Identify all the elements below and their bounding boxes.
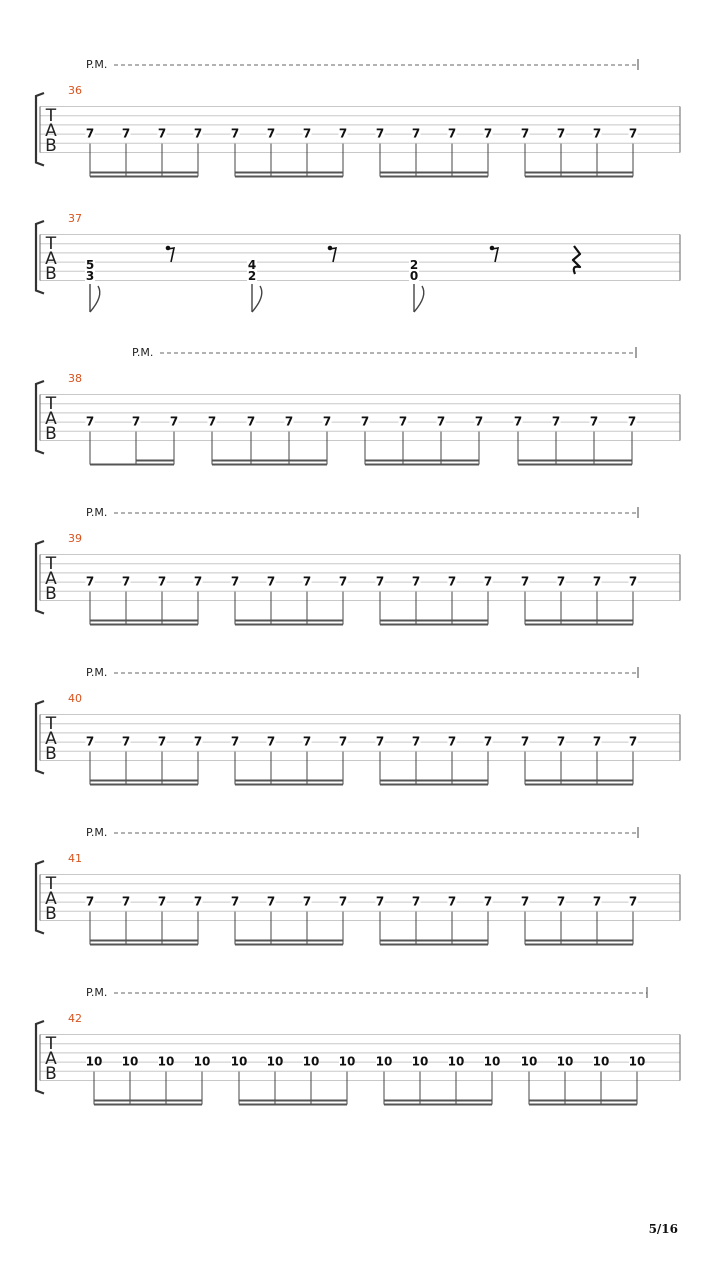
fret-number: 7 — [447, 894, 457, 909]
fret-number: 7 — [157, 126, 167, 141]
fret-number: 10 — [266, 1054, 284, 1069]
tab-letter-b: B — [45, 136, 57, 156]
fret-number: 2 — [409, 258, 419, 272]
palm-mute-label: P.M. — [86, 666, 108, 679]
fret-number: 7 — [121, 734, 131, 749]
tab-letter-a: A — [45, 569, 57, 589]
fret-number: 7 — [375, 574, 385, 589]
fret-number: 7 — [230, 126, 240, 141]
fret-number: 7 — [193, 126, 203, 141]
fret-number: 7 — [266, 574, 276, 589]
fret-number: 7 — [520, 734, 530, 749]
tab-system-42 — [36, 986, 680, 1105]
fret-number: 7 — [121, 126, 131, 141]
tab-letter-a: A — [45, 1049, 57, 1069]
fret-number: 7 — [513, 414, 523, 429]
tab-letter-t: T — [45, 714, 57, 734]
fret-number: 0 — [409, 269, 419, 283]
fret-number: 7 — [483, 894, 493, 909]
fret-number: 7 — [302, 894, 312, 909]
tab-system-37 — [36, 212, 680, 312]
fret-number: 7 — [230, 894, 240, 909]
fret-number: 10 — [483, 1054, 501, 1069]
palm-mute-label: P.M. — [86, 826, 108, 839]
fret-number: 10 — [411, 1054, 429, 1069]
tab-system-38 — [36, 346, 680, 465]
fret-number: 10 — [157, 1054, 175, 1069]
fret-number: 7 — [556, 734, 566, 749]
palm-mute-label: P.M. — [86, 58, 108, 71]
fret-number: 7 — [483, 574, 493, 589]
tab-letter-b: B — [45, 1064, 57, 1084]
tab-system-40 — [36, 666, 680, 785]
fret-number: 7 — [592, 894, 602, 909]
fret-number: 7 — [266, 734, 276, 749]
palm-mute-label: P.M. — [86, 506, 108, 519]
tab-letter-t: T — [45, 1034, 57, 1054]
fret-number: 7 — [85, 126, 95, 141]
note-flag — [90, 286, 100, 312]
tab-letter-a: A — [45, 249, 57, 269]
tab-letter-a: A — [45, 121, 57, 141]
measure-number: 36 — [68, 84, 82, 97]
fret-number: 7 — [411, 734, 421, 749]
fret-number: 7 — [628, 574, 638, 589]
fret-number: 7 — [411, 126, 421, 141]
fret-number: 7 — [483, 126, 493, 141]
measure-number: 42 — [68, 1012, 82, 1025]
fret-number: 2 — [247, 269, 257, 283]
fret-number: 10 — [447, 1054, 465, 1069]
fret-number: 7 — [302, 126, 312, 141]
fret-number: 7 — [230, 574, 240, 589]
tab-letter-b: B — [45, 424, 57, 444]
fret-number: 7 — [157, 574, 167, 589]
fret-number: 7 — [207, 414, 217, 429]
tab-letter-t: T — [45, 106, 57, 126]
tab-letter-a: A — [45, 409, 57, 429]
fret-number: 5 — [85, 258, 95, 272]
fret-number: 10 — [628, 1054, 646, 1069]
fret-number: 7 — [556, 126, 566, 141]
fret-number: 7 — [246, 414, 256, 429]
tab-letter-t: T — [45, 554, 57, 574]
fret-number: 7 — [483, 734, 493, 749]
fret-number: 7 — [628, 894, 638, 909]
fret-number: 10 — [375, 1054, 393, 1069]
tab-letter-b: B — [45, 584, 57, 604]
fret-number: 7 — [398, 414, 408, 429]
fret-number: 7 — [447, 126, 457, 141]
fret-number: 7 — [556, 574, 566, 589]
fret-number: 7 — [520, 126, 530, 141]
fret-number: 7 — [411, 574, 421, 589]
fret-number: 7 — [520, 574, 530, 589]
fret-number: 10 — [121, 1054, 139, 1069]
fret-number: 7 — [474, 414, 484, 429]
fret-number: 7 — [302, 734, 312, 749]
measure-number: 41 — [68, 852, 82, 865]
fret-number: 7 — [284, 414, 294, 429]
fret-number: 7 — [157, 734, 167, 749]
fret-number: 7 — [266, 894, 276, 909]
fret-number: 7 — [121, 894, 131, 909]
fret-number: 7 — [628, 126, 638, 141]
quarter-rest — [573, 246, 580, 274]
fret-number: 7 — [436, 414, 446, 429]
fret-number: 7 — [169, 414, 179, 429]
fret-number: 7 — [375, 126, 385, 141]
fret-number: 7 — [193, 734, 203, 749]
fret-number: 7 — [551, 414, 561, 429]
page-number: 5/16 — [648, 1222, 678, 1236]
fret-number: 10 — [592, 1054, 610, 1069]
fret-number: 3 — [85, 269, 95, 283]
fret-number: 7 — [627, 414, 637, 429]
fret-number: 10 — [556, 1054, 574, 1069]
fret-number: 7 — [447, 734, 457, 749]
fret-number: 10 — [193, 1054, 211, 1069]
fret-number: 7 — [592, 574, 602, 589]
fret-number: 7 — [230, 734, 240, 749]
tab-system-39 — [36, 506, 680, 625]
fret-number: 4 — [247, 258, 257, 272]
fret-number: 10 — [302, 1054, 320, 1069]
fret-number: 10 — [520, 1054, 538, 1069]
palm-mute-label: P.M. — [132, 346, 154, 359]
fret-number: 7 — [520, 894, 530, 909]
fret-number: 7 — [375, 894, 385, 909]
fret-number: 7 — [411, 894, 421, 909]
fret-number: 7 — [85, 574, 95, 589]
fret-number: 7 — [193, 574, 203, 589]
fret-number: 7 — [592, 126, 602, 141]
fret-number: 10 — [338, 1054, 356, 1069]
fret-number: 7 — [447, 574, 457, 589]
fret-number: 7 — [85, 734, 95, 749]
fret-number: 7 — [322, 414, 332, 429]
fret-number: 7 — [131, 414, 141, 429]
measure-number: 39 — [68, 532, 82, 545]
fret-number: 7 — [85, 414, 95, 429]
measure-number: 38 — [68, 372, 82, 385]
fret-number: 10 — [85, 1054, 103, 1069]
fret-number: 7 — [85, 894, 95, 909]
note-flag — [252, 286, 262, 312]
tab-letter-a: A — [45, 729, 57, 749]
fret-number: 7 — [375, 734, 385, 749]
fret-number: 7 — [121, 574, 131, 589]
fret-number: 7 — [266, 126, 276, 141]
measure-number: 40 — [68, 692, 82, 705]
fret-number: 7 — [338, 734, 348, 749]
fret-number: 7 — [360, 414, 370, 429]
tab-system-41 — [36, 826, 680, 945]
palm-mute-label: P.M. — [86, 986, 108, 999]
fret-number: 7 — [556, 894, 566, 909]
tab-letter-b: B — [45, 264, 57, 284]
fret-number: 7 — [592, 734, 602, 749]
note-flag — [414, 286, 424, 312]
tab-system-36 — [36, 58, 680, 177]
tab-letter-t: T — [45, 234, 57, 254]
fret-number: 7 — [338, 574, 348, 589]
fret-number: 7 — [589, 414, 599, 429]
fret-number: 7 — [193, 894, 203, 909]
fret-number: 7 — [628, 734, 638, 749]
fret-number: 7 — [302, 574, 312, 589]
tab-letter-t: T — [45, 394, 57, 414]
tab-letter-t: T — [45, 874, 57, 894]
fret-number: 7 — [338, 126, 348, 141]
measure-number: 37 — [68, 212, 82, 225]
tab-letter-a: A — [45, 889, 57, 909]
tab-letter-b: B — [45, 904, 57, 924]
fret-number: 7 — [157, 894, 167, 909]
fret-number: 10 — [230, 1054, 248, 1069]
tab-letter-b: B — [45, 744, 57, 764]
fret-number: 7 — [338, 894, 348, 909]
